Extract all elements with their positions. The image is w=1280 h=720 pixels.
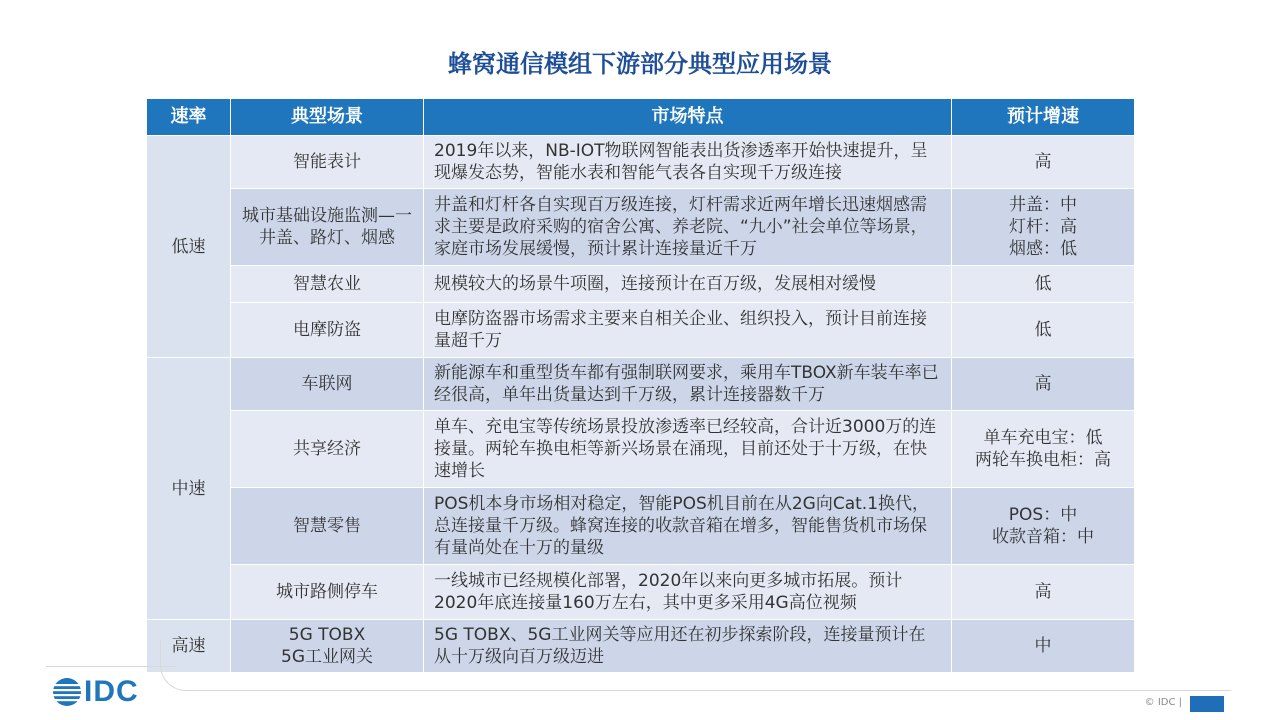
- scene-cell: 城市基础设施监测—一井盖、路灯、烟感: [231, 189, 424, 266]
- table-header-row: [147, 99, 1135, 136]
- growth-cell: 高: [952, 565, 1135, 620]
- table-row: [147, 303, 1135, 358]
- feature-cell: 2019年以来，NB-IOT物联网智能表出货渗透率开始快速提升，呈现爆发态势，智能水表和智能气表各自实现千万级连接: [424, 136, 952, 189]
- feature-cell: 规模较大的场景牛项圈，连接预计在百万级，发展相对缓慢: [424, 266, 952, 303]
- scene-cell: 5G TOBX 5G工业网关: [231, 620, 424, 673]
- header-scene: 典型场景: [231, 99, 424, 136]
- feature-cell: 单车、充电宝等传统场景投放渗透率已经较高，合计近3000万的连接量。两轮车换电柜等新兴场景在涌现，目前还处于十万级，在快速增长: [424, 411, 952, 488]
- table-row: [147, 358, 1135, 411]
- scenario-table: [146, 98, 1135, 673]
- footer-divider: [46, 666, 176, 667]
- growth-cell: 低: [952, 303, 1135, 358]
- scene-cell: 城市路侧停车: [231, 565, 424, 620]
- logo-text: IDC: [84, 675, 139, 708]
- header-growth: 预计增速: [952, 99, 1135, 136]
- growth-cell: POS：中 收款音箱：中: [952, 488, 1135, 565]
- speed-high: 高速: [147, 620, 231, 673]
- page-number-box: [1190, 696, 1224, 712]
- feature-cell: 一线城市已经规模化部署，2020年以来向更多城市拓展。预计2020年底连接量160万左右，其中更多采用4G高位视频: [424, 565, 952, 620]
- feature-cell: POS机本身市场相对稳定，智能POS机目前在从2G向Cat.1换代，总连接量千万级。蜂窝连接的收款音箱在增多，智能售货机市场保有量尚处在十万的量级: [424, 488, 952, 565]
- growth-cell: 单车充电宝：低 两轮车换电柜：高: [952, 411, 1135, 488]
- page-title: 蜂窝通信模组下游部分典型应用场景: [448, 50, 832, 78]
- speed-low: 低速: [147, 136, 231, 358]
- copyright-text: © IDC |: [1144, 697, 1182, 708]
- table-row: [147, 488, 1135, 565]
- idc-logo: [52, 676, 139, 708]
- scene-cell: 智慧零售: [231, 488, 424, 565]
- growth-cell: 低: [952, 266, 1135, 303]
- feature-cell: 5G TOBX、5G工业网关等应用还在初步探索阶段，连接量预计在从十万级向百万级迈进: [424, 620, 952, 673]
- table-row: [147, 136, 1135, 189]
- table-row: [147, 266, 1135, 303]
- feature-cell: 井盖和灯杆各自实现百万级连接，灯杆需求近两年增长迅速烟感需求主要是政府采购的宿舍公寓、养老院、“九小”社会单位等场景，家庭市场发展缓慢，预计累计连接量近千万: [424, 189, 952, 266]
- idc-globe-icon: [52, 677, 82, 707]
- growth-cell: 中: [952, 620, 1135, 673]
- table-row: [147, 189, 1135, 266]
- scene-cell: 车联网: [231, 358, 424, 411]
- table-row: [147, 565, 1135, 620]
- growth-cell: 井盖：中 灯杆：高 烟感：低: [952, 189, 1135, 266]
- speed-medium: 中速: [147, 358, 231, 620]
- table-row: [147, 411, 1135, 488]
- feature-cell: 电摩防盗器市场需求主要来自相关企业、组织投入，预计目前连接量超千万: [424, 303, 952, 358]
- scene-cell: 电摩防盗: [231, 303, 424, 358]
- scene-cell: 共享经济: [231, 411, 424, 488]
- feature-cell: 新能源车和重型货车都有强制联网要求，乘用车TBOX新车装车率已经很高，单年出货量达到千万级，累计连接器数千万: [424, 358, 952, 411]
- scene-cell: 智慧农业: [231, 266, 424, 303]
- scene-cell: 智能表计: [231, 136, 424, 189]
- growth-cell: 高: [952, 358, 1135, 411]
- growth-cell: 高: [952, 136, 1135, 189]
- header-speed: 速率: [147, 99, 231, 136]
- header-feature: 市场特点: [424, 99, 952, 136]
- table-row: [147, 620, 1135, 673]
